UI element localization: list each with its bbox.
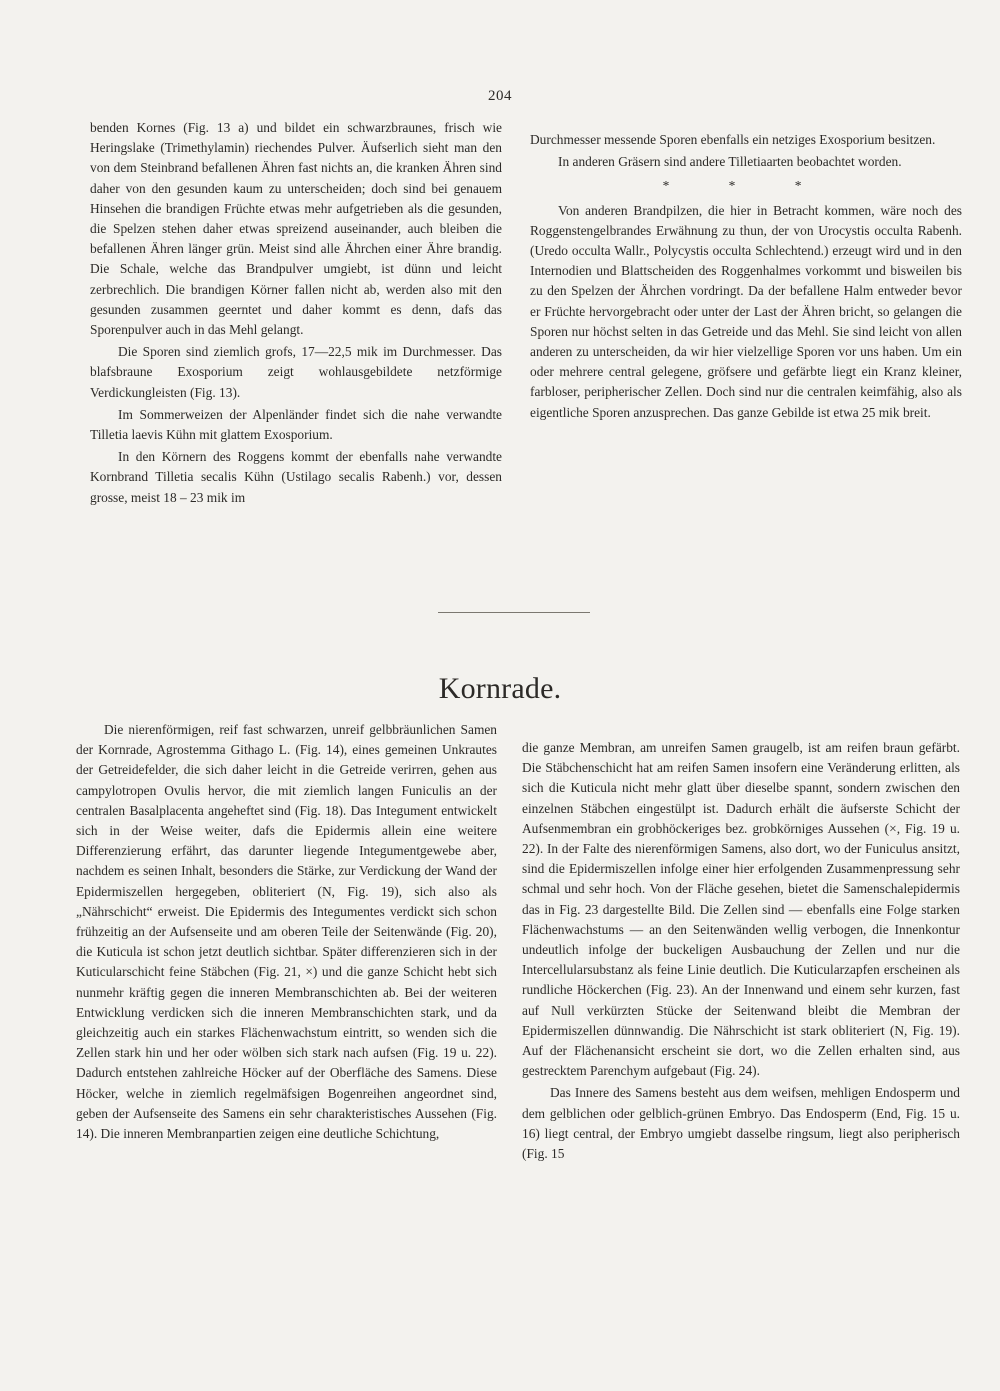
paragraph: Das Innere des Samens besteht aus dem weifsen, mehligen Endosperm und dem gelblichen oder gelblich-grünen Embryo. Das Endosperm (End, Fig. 15 u. 16) liegt central, der Embryo umgiebt dasselbe ringsum, liegt also peripherisch (Fig. 15 [522, 1085, 960, 1162]
paragraph: benden Kornes (Fig. 13 a) und bildet ein schwarzbraunes, frisch wie Heringslake (Trimethylamin) riechendes Pulver. Äufserlich sieht man den von dem Steinbrand befallenen Ähren fast nichts an, die kranken Ähren sind daher von den gesunden kaum zu unterscheiden; doch sind bei genauem Hinsehen die brandigen Früchte etwas mehr aufgetrieben als die gesunden, die Spelzen stehen daher etwas spreizend auseinander, auch bleiben die befallenen Ähren länger grün. Meist sind alle Ährchen einer Ähre brandig. Die Schale, welche das Brandpulver umgiebt, ist dünn und leicht zerbrechlich. Die brandigen Körner fallen nicht ab, werden also mit den gesunden zusammen geerntet und daher kommt es denn, dafs das Sporenpulver auch in das Mehl gelangt. [90, 120, 502, 338]
text-column-top-right [530, 130, 962, 425]
paragraph: Von anderen Brandpilzen, die hier in Betracht kommen, wäre noch des Roggenstengelbrandes Erwähnung zu thun, der von Urocystis occulta Rabenh. (Uredo occulta Wallr., Polycystis occulta Schlechtend.) erzeugt wird und in den Internodien und Blattscheiden des Roggenhalmes vorkommt und bisweilen bis zu den Spelzen der Ährchen vordringt. Da der befallene Halm entweder bevor er Früchte hervorgebracht oder unter der Last der Ähren bricht, so gelangen die Sporen nur höchst selten in das Getreide und das Mehl. Sie sind leicht von allen anderen zu unterscheiden, da wir hier vielzellige Sporen vor uns haben. Um ein oder mehrere central gelegene, gröfsere und gefärbte liegt ein Kranz kleiner, farbloser, peripherischer Zellen. Doch sind nur die centralen keimfähig, also als eigentliche Sporen anzusprechen. Das ganze Gebilde ist etwa 25 mik breit. [530, 202, 962, 420]
page-number: 204 [488, 88, 512, 104]
paragraph: Durchmesser messende Sporen ebenfalls ein netziges Exosporium besitzen. [530, 132, 936, 147]
divider-rule [438, 612, 590, 613]
section-separator: * * * [662, 178, 830, 194]
section-title: Kornrade. [438, 672, 562, 705]
paragraph: Im Sommerweizen der Alpenländer findet sich die nahe verwandte Tilletia laevis Kühn mit glattem Exosporium. [90, 406, 502, 443]
paragraph: Die Sporen sind ziemlich grofs, 17—22,5 mik im Durchmesser. Das blafsbraune Exosporium zeigt wohlausgebildete netzförmige Verdickungleisten (Fig. 13). [90, 344, 502, 400]
paragraph: In anderen Gräsern sind andere Tilletiaarten beobachtet worden. [558, 154, 902, 170]
text-column-top-left [90, 118, 502, 510]
paragraph: In den Körnern des Roggens kommt der ebenfalls nahe verwandte Kornbrand Tilletia secalis Kühn (Ustilago secalis Rabenh.) vor, dessen grosse, meist 18 – 23 mik im [90, 449, 502, 505]
paragraph: die ganze Membran, am unreifen Samen graugelb, ist am reifen braun gefärbt. Die Stäbchenschicht hat am reifen Samen insofern eine Veränderung erlitten, als sich die Kuticula nicht mehr glatt über dieselbe spannt, sondern zwischen den einzelnen Stäbchen eingestülpt ist. Dadurch erhält die äufserste Schicht der Aufsenmembran ein grobhöckeriges bez. grobkörniges Aussehen (×, Fig. 19 u. 22). In der Falte des nierenförmigen Samens, also dort, wo der Funiculus ansitzt, sind die Epidermiszellen infolge einer hier erfolgenden Zusammenpressung sehr schmal und sehr hoch. Von der Fläche gesehen, bietet die Samenschalepidermis das in Fig. 23 dargestellte Bild. Die Zellen sind — ebenfalls eine Folge starken Flächenwachstums — an den Seitenwänden wellig verbogen, die Innenkontur undeutlich infolge der buckeligen Ausbauchung der Zellen und nur die Intercellularsubstanz als feine Linie deutlich. Die Kuticularzapfen erscheinen als rundliche Höckerchen (Fig. 23). An der Innenwand und einem sehr kurzen, fast auf Null verkürzten Stücke der Seitenwand bleibt die Membran der Epidermiszellen dünnwandig. Die Nährschicht ist stark obliteriert (N, Fig. 19). Auf der Flächenansicht erscheint sie dort, wo die Zellen erhalten sind, aus gestrecktem Parenchym aufgebaut (Fig. 24). [522, 740, 960, 1079]
text-column-bottom-left [76, 720, 497, 1146]
paragraph: Die nierenförmigen, reif fast schwarzen, unreif gelbbräunlichen Samen der Kornrade, Agrostemma Githago L. (Fig. 14), eines gemeinen Unkrautes der Getreidefelder, die sich daher leicht in die Getreide verirren, gehen aus campylotropen Ovulis hervor, die mit ziemlich langen Funiculis an der centralen Basalplacenta angeheftet sind (Fig. 18). Das Integument entwickelt sich in der Weise weiter, dafs die Epidermis allein eine weitere Differenzierung erfährt, das darunter liegende Integumentgewebe aber, nachdem es seinen Inhalt, besonders die Stärke, zur Verdickung der Wand der Epidermiszellen hergegeben, obliteriert (N, Fig. 19), sich also als „Nährschicht“ erweist. Die Epidermis des Integumentes verdickt sich schon frühzeitig an der Aufsenseite und am oberen Teile der Seitenwände (Fig. 20), die Kuticula ist schon jetzt deutlich sichtbar. Später differenzieren sich in der Kuticularschicht feine Stäbchen (Fig. 21, ×) und die ganze Schicht hebt sich nunmehr kräftig gegen die inneren Membranschichten ab. Bei der weiteren Entwicklung verdicken sich die inneren Membranschichten stark, und da gleichzeitig auch ein starkes Flächenwachstum eintritt, so wenden sich die Zellen stark hin und her oder wölben sich stark nach aufsen (Fig. 19 u. 22). Dadurch entstehen zahlreiche Höcker auf der Oberfläche des Samens. Diese Höcker, welche in ziemlich regelmäfsigen Bogenreihen angeordnet sind, geben der Aufsenseite des Samens ein sehr charakteristisches Aussehen (Fig. 14). Die inneren Membranpartien zeigen eine deutliche Schichtung, [76, 722, 497, 1142]
text-column-bottom-right [522, 738, 960, 1166]
